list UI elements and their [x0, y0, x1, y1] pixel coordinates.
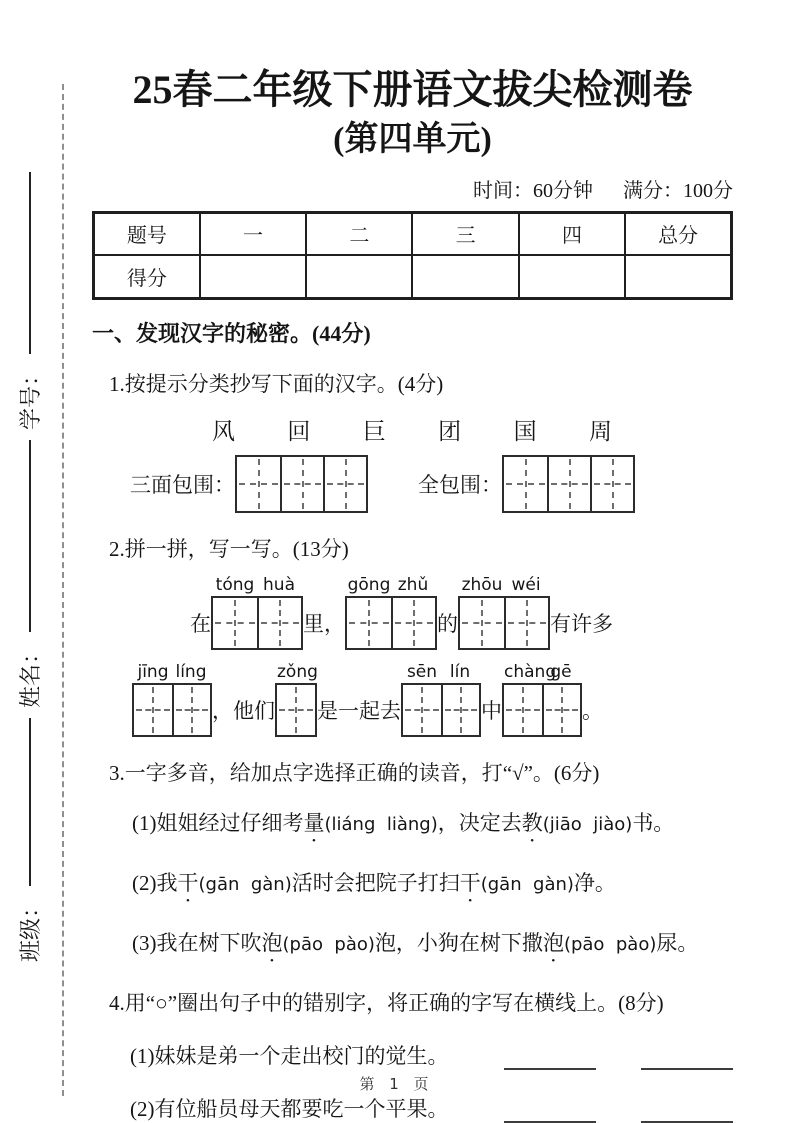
student-info-margin	[14, 85, 45, 1090]
pinyin-options: (pāo pào)	[282, 933, 375, 955]
q4-prompt: 4.用“○”圈出句子中的错别字，将正确的字写在横线上。(8分)	[109, 990, 664, 1015]
writing-grid	[275, 683, 317, 737]
dotted-char: 教	[521, 810, 543, 835]
pinyin-options: (gān gàn)	[198, 873, 292, 895]
pinyin-grid-unit	[132, 661, 212, 737]
sentence-text: 我在树下吹	[156, 930, 262, 955]
answer-blank	[641, 1098, 733, 1122]
pinyin-grid-unit	[502, 661, 582, 737]
score-table	[92, 211, 733, 300]
tian-cell	[280, 457, 323, 511]
tian-cell	[323, 457, 366, 511]
pinyin-label	[347, 574, 435, 596]
section-one-heading: 一、发现汉字的秘密。(44分)	[92, 320, 371, 346]
three-side-label: 三面包围：	[130, 472, 235, 497]
pinyin-label	[213, 574, 301, 596]
pinyin-syllable: gōng	[347, 574, 391, 595]
pinyin-options: (pāo pào)	[563, 933, 657, 955]
q2-line-2	[92, 661, 733, 737]
tian-cell	[257, 598, 301, 648]
tian-cell	[134, 685, 172, 735]
q3-prompt: 3.一字多音，给加点字选择正确的读音，打“√”。(6分)	[109, 760, 600, 785]
class-blank-line	[29, 718, 31, 886]
pinyin-label	[134, 661, 210, 683]
pinyin-syllable: zǒng	[277, 661, 318, 682]
full-enclose-grid-slot	[502, 455, 635, 513]
margin-divider	[62, 84, 64, 1096]
q1-answer-row	[92, 455, 733, 513]
tian-cell	[504, 457, 547, 511]
score-table-score-row	[94, 255, 732, 298]
tian-cell	[391, 598, 435, 648]
tian-cell	[277, 685, 315, 735]
score-row-label: 得分	[94, 255, 200, 298]
writing-grid	[458, 596, 550, 650]
pinyin-syllable: lín	[449, 661, 471, 682]
hanzi-char: 周	[588, 418, 612, 444]
exam-info-line	[92, 174, 733, 203]
pinyin-label	[504, 661, 580, 683]
exam-subtitle: (第四单元)	[333, 120, 492, 158]
q3-items	[92, 807, 733, 967]
writing-grid	[211, 596, 303, 650]
pinyin-options: (jiāo jiào)	[542, 813, 633, 835]
score-table-header-row	[94, 212, 732, 255]
q2-text: 有许多	[550, 611, 613, 636]
pinyin-options: (gān gàn)	[480, 873, 574, 895]
sentence-text: 泡，小狗在树下撒	[374, 930, 543, 955]
score-table-header-cell: 四	[519, 212, 625, 255]
q3-item	[92, 867, 733, 907]
time-limit: 时间：60分钟	[473, 179, 593, 202]
page-footer: 第 1 页	[359, 1075, 434, 1093]
dotted-char: 泡	[542, 930, 564, 955]
tian-cell	[590, 457, 633, 511]
pinyin-syllable: gē	[550, 661, 572, 682]
hanzi-char: 国	[513, 418, 537, 444]
dotted-char: 泡	[261, 930, 283, 955]
score-table-header-cell: 二	[306, 212, 412, 255]
pinyin-label	[460, 574, 548, 596]
pinyin-grid-unit	[458, 574, 550, 650]
answer-blank	[641, 1045, 733, 1069]
tian-cell	[237, 457, 280, 511]
writing-grid	[345, 596, 437, 650]
tian-cell	[441, 685, 479, 735]
hanzi-char: 风	[212, 418, 235, 444]
tian-cell	[547, 457, 590, 511]
hanzi-char: 团	[438, 418, 462, 444]
score-table-header-cell: 三	[412, 212, 518, 255]
item-number: (1)	[132, 810, 157, 835]
pinyin-syllable: jīng	[137, 661, 169, 682]
score-table-header-cell: 一	[200, 212, 306, 255]
pinyin-syllable: zhōu	[461, 574, 503, 595]
three-side-grid	[235, 455, 368, 513]
score-table-header-cell: 题号	[94, 212, 200, 255]
class-label: 班级：	[18, 895, 43, 962]
tian-cell	[504, 598, 548, 648]
sentence-text: 我	[156, 870, 178, 895]
sentence-text: ，决定去	[437, 810, 522, 835]
q2-prompt: 2.拼一拼，写一写。(13分)	[109, 536, 349, 561]
full-score: 满分：100分	[623, 179, 733, 202]
pinyin-syllable: chàng	[504, 661, 557, 682]
q3-item	[92, 807, 733, 847]
q4-sentence: (1)妹妹是弟一个走出校门的觉生。	[130, 1043, 449, 1068]
exam-content	[92, 64, 733, 1123]
pinyin-grid-unit	[401, 661, 481, 737]
tian-cell	[460, 598, 504, 648]
tian-cell	[172, 685, 210, 735]
score-cell	[519, 255, 625, 298]
item-number: (2)	[132, 870, 157, 895]
q3-item	[92, 927, 733, 967]
tian-cell	[504, 685, 542, 735]
q4-sentence: (2)有位船员母天都要吃一个平果。	[130, 1096, 449, 1121]
name-blank-line	[29, 440, 31, 632]
writing-grid	[502, 683, 582, 737]
score-table-header-cell: 总分	[625, 212, 731, 255]
dotted-char: 量	[303, 810, 325, 835]
sentence-text: 净。	[573, 870, 616, 895]
q2-text: 是一起去	[317, 698, 401, 723]
pinyin-syllable: zhǔ	[397, 574, 429, 595]
pinyin-label	[277, 661, 318, 683]
writing-grid	[401, 683, 481, 737]
pinyin-syllable: tóng	[215, 574, 255, 595]
pinyin-syllable: huà	[263, 574, 295, 595]
tian-cell	[213, 598, 257, 648]
item-number: (3)	[132, 930, 157, 955]
q1-prompt: 1.按提示分类抄写下面的汉字。(4分)	[109, 371, 444, 396]
score-cell	[412, 255, 518, 298]
tian-cell	[347, 598, 391, 648]
hanzi-char: 回	[287, 418, 311, 444]
dotted-char: 干	[177, 870, 199, 895]
pinyin-options: (liáng liàng)	[324, 813, 438, 835]
q2-text: 。	[582, 698, 603, 723]
name-label: 姓名：	[18, 641, 43, 708]
tian-cell	[542, 685, 580, 735]
student-id-blank-line	[29, 172, 31, 354]
pinyin-grid-unit	[211, 574, 303, 650]
score-cell	[625, 255, 731, 298]
q2-text: 里，	[303, 611, 345, 636]
q2-text: 中	[481, 698, 502, 723]
full-enclose-grid	[502, 455, 635, 513]
sentence-text: 活时会把院子打扫	[291, 870, 460, 895]
pinyin-syllable: líng	[175, 661, 207, 682]
q2-line-1	[92, 574, 733, 650]
full-enclose-label: 全包围：	[418, 472, 502, 497]
pinyin-syllable: sēn	[406, 661, 438, 682]
sentence-text: 尿。	[656, 930, 699, 955]
q4-item	[92, 1093, 733, 1123]
q2-text: ，他们	[212, 698, 275, 723]
dotted-char: 干	[459, 870, 481, 895]
tian-cell	[403, 685, 441, 735]
exam-title: 25春二年级下册语文拔尖检测卷	[132, 67, 693, 112]
hanzi-char: 巨	[362, 418, 386, 444]
q2-text: 在	[190, 611, 211, 636]
hanzi-char-row	[212, 413, 612, 446]
q2-text: 的	[437, 611, 458, 636]
pinyin-label	[403, 661, 479, 683]
sentence-text: 书。	[632, 810, 675, 835]
answer-blank	[504, 1098, 596, 1122]
writing-grid	[132, 683, 212, 737]
score-cell	[306, 255, 412, 298]
three-side-grid-slot	[235, 455, 368, 513]
answer-blank	[504, 1045, 596, 1069]
score-cell	[200, 255, 306, 298]
student-id-label: 学号：	[18, 363, 43, 430]
pinyin-grid-unit	[275, 661, 317, 737]
sentence-text: 姐姐经过仔细考	[156, 810, 304, 835]
pinyin-syllable: wéi	[511, 574, 541, 595]
pinyin-grid-unit	[345, 574, 437, 650]
q4-item	[92, 1040, 733, 1070]
